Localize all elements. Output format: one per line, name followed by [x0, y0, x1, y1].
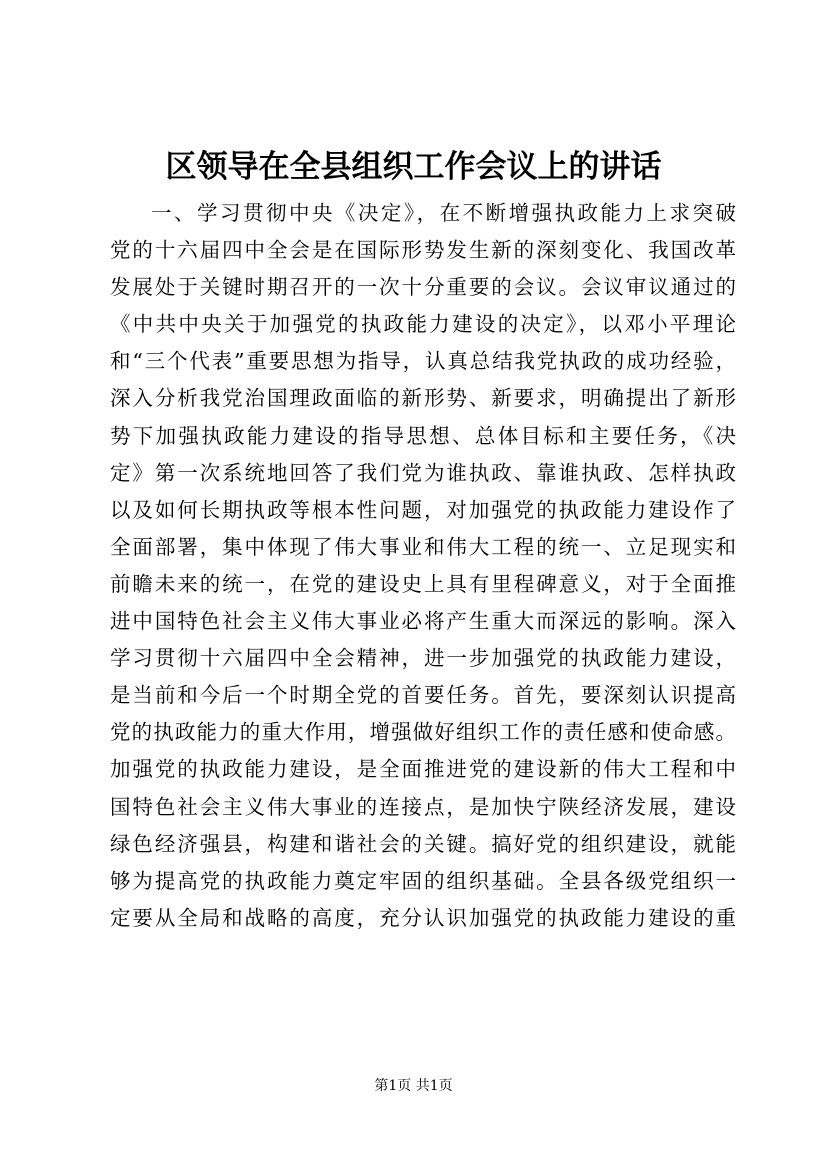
- page-number-footer: 第1页 共1页: [374, 1078, 453, 1094]
- body-line: 是当前和今后一个时期全党的首要任务。首先，要深刻认识提高: [110, 683, 736, 708]
- document-title: 区领导在全县组织工作会议上的讲话: [165, 149, 662, 185]
- body-line: 发展处于关键时期召开的一次十分重要的会议。会议审议通过的: [110, 275, 736, 300]
- body-line: 一、学习贯彻中央《决定》，在不断增强执政能力上求突破: [151, 201, 736, 225]
- document-body: [110, 195, 736, 937]
- body-line: 深入分析我党治国理政面临的新形势、新要求，明确提出了新形: [110, 386, 736, 411]
- body-line: 定》第一次系统地回答了我们党为谁执政、靠谁执政、怎样执政: [110, 460, 736, 485]
- body-line: 国特色社会主义伟大事业的连接点，是加快宁陕经济发展，建设: [110, 794, 736, 819]
- body-line: 前瞻未来的统一，在党的建设史上具有里程碑意义，对于全面推: [110, 571, 736, 596]
- body-line: 定要从全局和战略的高度，充分认识加强党的执政能力建设的重: [110, 905, 736, 930]
- body-line: 全面部署，集中体现了伟大事业和伟大工程的统一、立足现实和: [110, 534, 736, 559]
- body-line: 势下加强执政能力建设的指导思想、总体目标和主要任务，《决: [110, 423, 736, 448]
- body-line: 党的执政能力的重大作用，增强做好组织工作的责任感和使命感。: [110, 720, 736, 745]
- body-line: 绿色经济强县，构建和谐社会的关键。搞好党的组织建设，就能: [110, 831, 736, 856]
- body-line: 《中共中央关于加强党的执政能力建设的决定》，以邓小平理论: [110, 312, 736, 337]
- body-line: 加强党的执政能力建设，是全面推进党的建设新的伟大工程和中: [110, 757, 736, 782]
- body-line: 进中国特色社会主义伟大事业必将产生重大而深远的影响。深入: [110, 609, 736, 634]
- body-line: 党的十六届四中全会是在国际形势发生新的深刻变化、我国改革: [110, 238, 736, 263]
- body-line: 和“三个代表”重要思想为指导，认真总结我党执政的成功经验，: [110, 349, 736, 374]
- body-line: 学习贯彻十六届四中全会精神，进一步加强党的执政能力建设，: [110, 646, 736, 671]
- body-line: 以及如何长期执政等根本性问题，对加强党的执政能力建设作了: [110, 497, 736, 522]
- body-line: 够为提高党的执政能力奠定牢固的组织基础。全县各级党组织一: [110, 868, 736, 893]
